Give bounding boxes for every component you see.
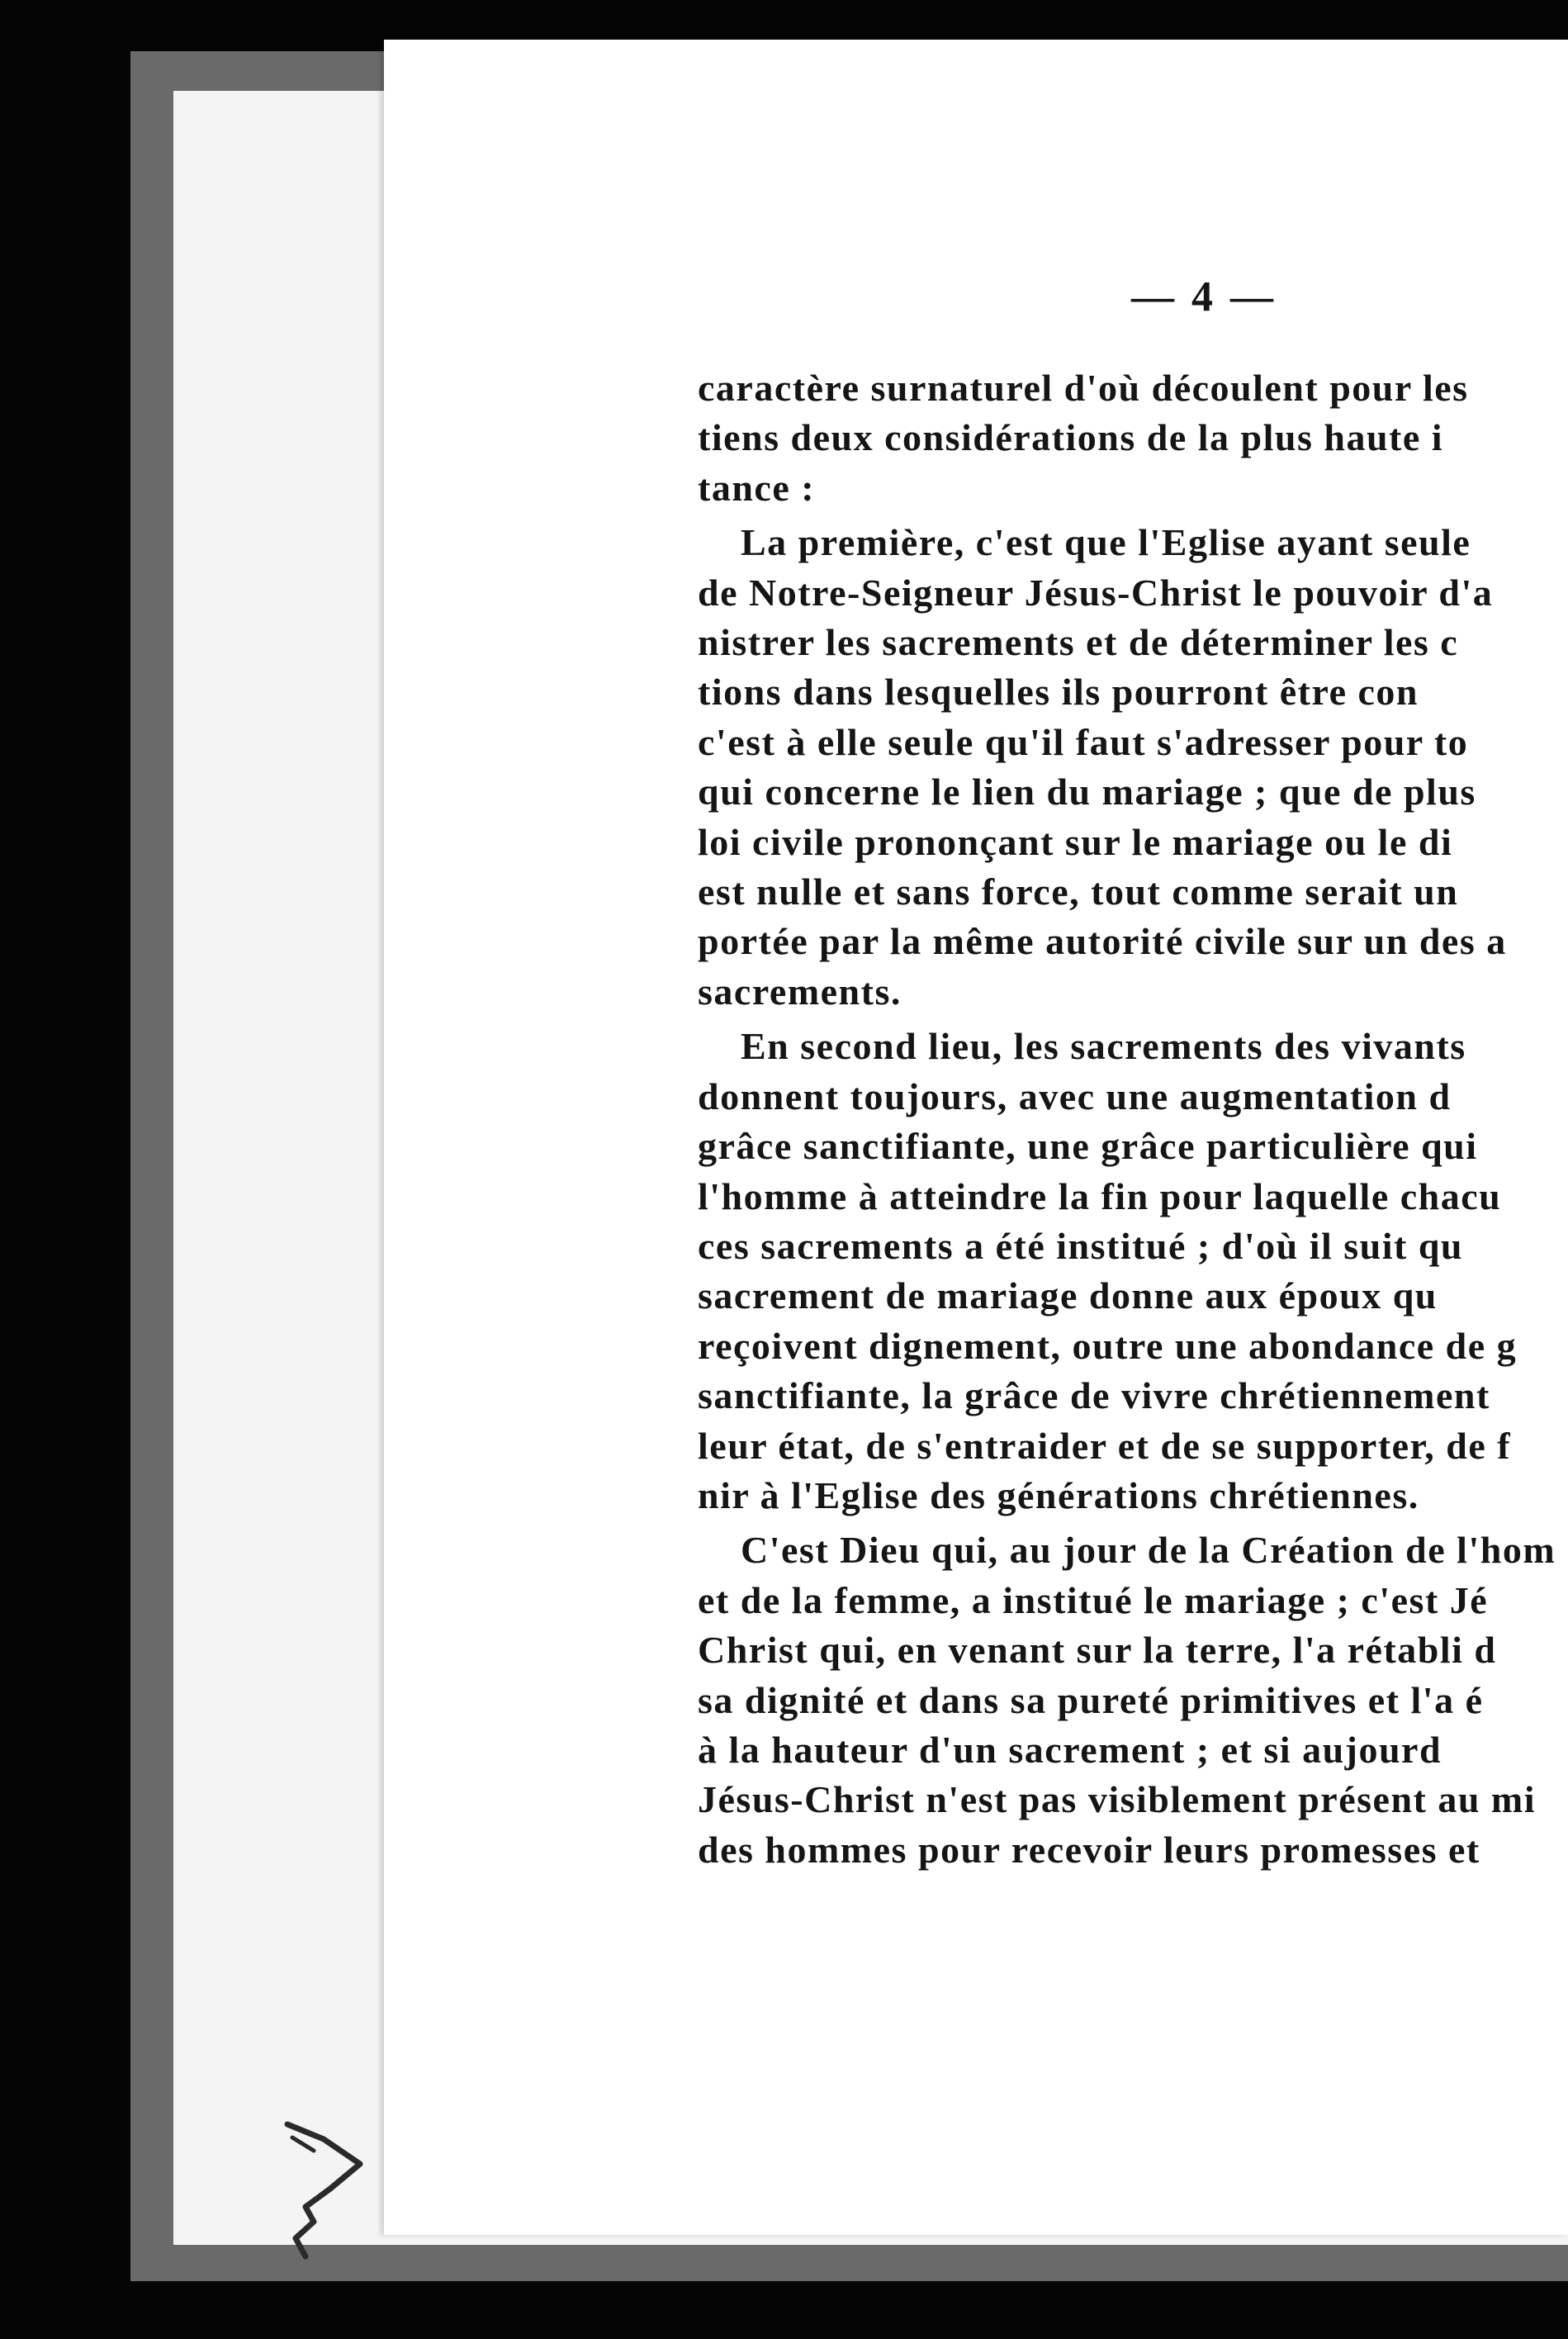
pencil-mark-icon bbox=[281, 2114, 380, 2271]
text-line: leur état, de s'entraider et de se supporter, de f bbox=[698, 1424, 1512, 1467]
text-line: Jésus-Christ n'est pas visiblement présent au mi bbox=[698, 1778, 1537, 1821]
text-line: donnent toujours, avec une augmentation d bbox=[698, 1075, 1452, 1117]
text-line: loi civile prononçant sur le mariage ou le di bbox=[698, 820, 1453, 863]
text-line: est nulle et sans force, tout comme serait un bbox=[698, 871, 1459, 913]
text-line: c'est à elle seule qu'il faut s'adresser pour to bbox=[698, 720, 1469, 763]
text-line: et de la femme, a institué le mariage ; c'est Jé bbox=[698, 1578, 1489, 1621]
text-line: sa dignité et dans sa pureté primitives et l'a é bbox=[698, 1678, 1484, 1721]
text-line: tiens deux considérations de la plus haute i bbox=[698, 416, 1444, 459]
text-line: nistrer les sacrements et de déterminer les c bbox=[698, 621, 1459, 664]
text-line: tions dans lesquelles ils pourront être con bbox=[698, 671, 1419, 714]
text-line: qui concerne le lien du mariage ; que de plus bbox=[698, 771, 1476, 814]
text-line: l'homme à atteindre la fin pour laquelle chacu bbox=[698, 1174, 1502, 1217]
text-line: ces sacrements a été institué ; d'où il suit qu bbox=[698, 1224, 1464, 1267]
text-line: sacrements. bbox=[698, 970, 902, 1013]
text-line: nir à l'Eglise des générations chrétiennes. bbox=[698, 1473, 1419, 1516]
page-number: — 4 — bbox=[1131, 273, 1277, 320]
text-line: sanctifiante, la grâce de vivre chrétiennement bbox=[698, 1374, 1490, 1417]
page-body bbox=[698, 363, 1568, 2197]
text-line: sacrement de mariage donne aux époux qu bbox=[698, 1274, 1438, 1317]
text-line: à la hauteur d'un sacrement ; et si aujourd bbox=[698, 1728, 1442, 1771]
text-line: tance : bbox=[698, 466, 816, 509]
text-line: reçoivent dignement, outre une abondance de g bbox=[698, 1324, 1518, 1367]
text-line: caractère surnaturel d'où découlent pour les bbox=[698, 367, 1469, 409]
text-line: de Notre-Seigneur Jésus-Christ le pouvoir d'a bbox=[698, 571, 1494, 614]
paragraph-first-line: La première, c'est que l'Eglise ayant seule bbox=[741, 521, 1471, 564]
paragraph-first-line: En second lieu, les sacrements des vivants bbox=[741, 1025, 1466, 1068]
text-line: grâce sanctifiante, une grâce particulière qui bbox=[698, 1125, 1478, 1168]
paragraph-first-line: C'est Dieu qui, au jour de la Création de l'hom bbox=[741, 1529, 1556, 1572]
text-line: des hommes pour recevoir leurs promesses et bbox=[698, 1828, 1480, 1871]
text-line: portée par la même autorité civile sur un des a bbox=[698, 920, 1507, 963]
text-line: Christ qui, en venant sur la terre, l'a rétabli d bbox=[698, 1629, 1497, 1672]
